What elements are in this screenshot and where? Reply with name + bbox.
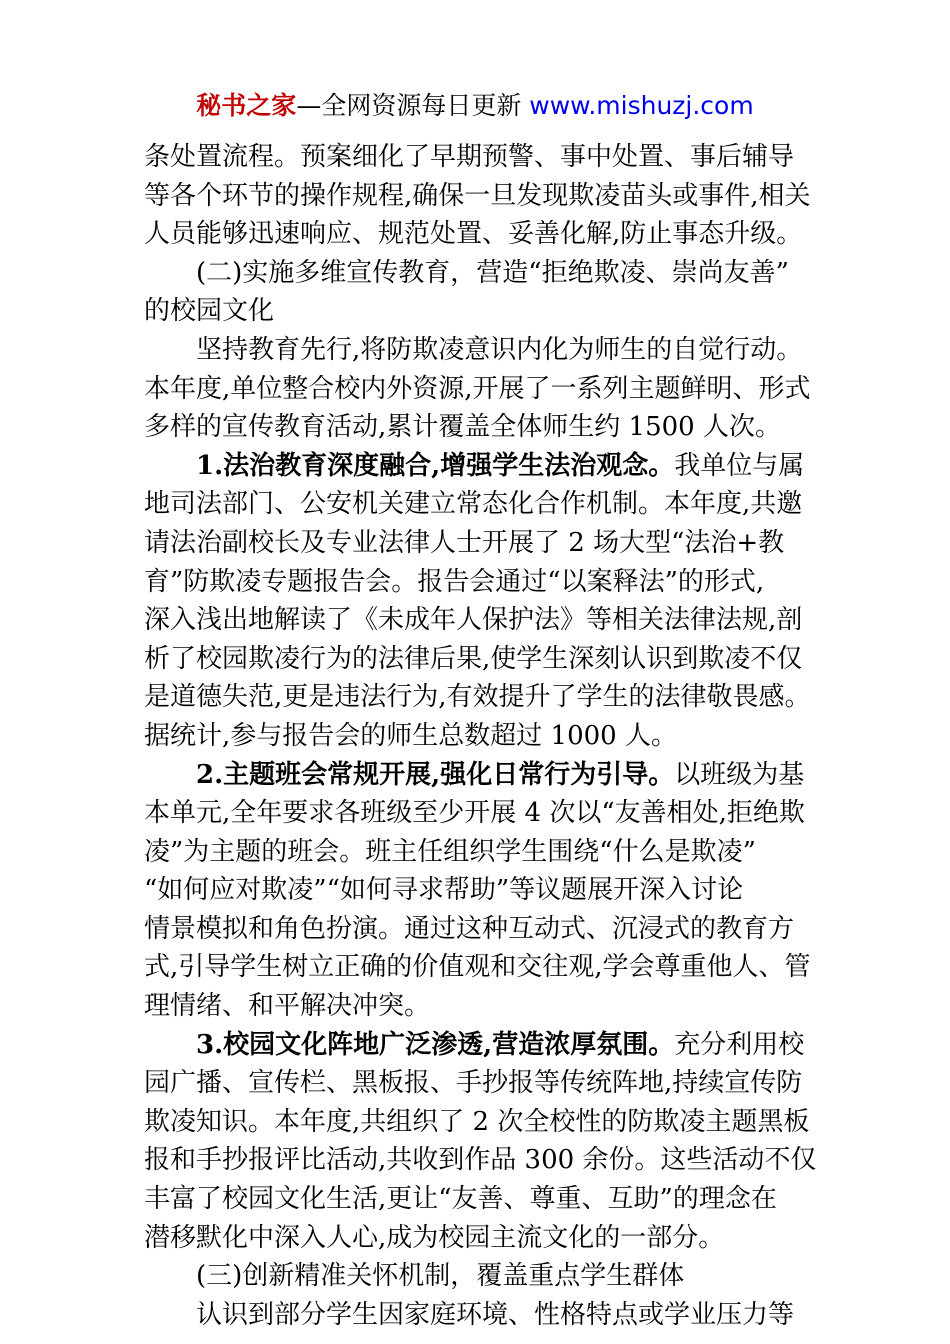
text-line: [144, 563, 806, 602]
text-line: [144, 331, 806, 370]
text-line: [144, 640, 806, 679]
line-text: 情景模拟和角色扮演。通过这种互动式、沉浸式的教育方: [144, 913, 795, 944]
text-line: [144, 370, 811, 409]
line-text: 认识到部分学生因家庭环境、性格特点或学业压力等: [196, 1299, 795, 1330]
line-text: 我单位与属: [674, 450, 805, 481]
site-brand: 秘书之家: [196, 91, 297, 120]
text-line: [144, 794, 806, 833]
text-line: [144, 678, 811, 717]
line-text: 的校园文化: [144, 296, 275, 327]
text-line: [144, 871, 806, 910]
text-line: [144, 1219, 806, 1258]
site-url-link[interactable]: www.mishuzj.com: [529, 91, 754, 120]
line-text: 地司法部门、公安机关建立常态化合作机制。本年度,共邀: [144, 489, 803, 520]
text-line: [144, 948, 811, 987]
bold-heading: 1.法治教育深度融合,增强学生法治观念。: [196, 450, 675, 481]
text-line: [144, 254, 806, 293]
site-header: [0, 88, 950, 124]
line-text: 本单元,全年要求各班级至少开展 4 次以“友善相处,拒绝欺: [144, 798, 805, 829]
text-line: [144, 833, 806, 872]
line-text: 析了校园欺凌行为的法律后果,使学生深刻认识到欺凌不仅: [144, 643, 803, 674]
line-text: 据统计,参与报告会的师生总数超过 1000 人。: [144, 720, 677, 751]
line-text: 报和手抄报评比活动,共收到作品 300 余份。这些活动不仅: [144, 1145, 817, 1176]
text-line: [144, 1257, 806, 1296]
text-line: [144, 1296, 806, 1335]
line-text: 理情绪、和平解决冲突。: [144, 991, 431, 1022]
text-line: [144, 910, 806, 949]
line-text: 欺凌知识。本年度,共组织了 2 次全校性的防欺凌主题黑板: [144, 1106, 810, 1137]
line-text: 深入浅出地解读了《未成年人保护法》等相关法律法规,剖: [144, 605, 803, 636]
text-line: [144, 756, 806, 795]
text-line: [144, 601, 806, 640]
line-text: 育”防欺凌专题报告会。报告会通过“以案释法”的形式,: [144, 566, 765, 597]
text-line: [144, 408, 806, 447]
line-text: 潜移默化中深入人心,成为校园主流文化的一部分。: [144, 1222, 725, 1253]
text-line: [144, 1141, 817, 1180]
line-text: 条处置流程。预案细化了早期预警、事中处置、事后辅导: [144, 142, 795, 172]
line-text: (三)创新精准关怀机制，覆盖重点学生群体: [196, 1261, 685, 1292]
text-line: [144, 292, 806, 331]
bold-heading: 2.主题班会常规开展,强化日常行为引导。: [196, 759, 675, 790]
document-body: [144, 138, 817, 1334]
line-text: 坚持教育先行,将防欺凌意识内化为师生的自觉行动。: [196, 334, 803, 365]
line-text: 多样的宣传教育活动,累计覆盖全体师生约 1500 人次。: [144, 412, 781, 443]
text-line: [144, 717, 806, 756]
text-line: [144, 447, 806, 486]
site-tagline: —全网资源每日更新: [296, 91, 522, 120]
line-text: 充分利用校: [674, 1029, 805, 1060]
line-text: (二)实施多维宣传教育，营造“拒绝欺凌、崇尚友善”: [196, 257, 789, 288]
line-text: “如何应对欺凌”“如何寻求帮助”等议题展开深入讨论: [144, 875, 744, 906]
line-text: 是道德失范,更是违法行为,有效提升了学生的法律敬畏感。: [144, 682, 811, 713]
text-line: [144, 485, 806, 524]
line-text: 本年度,单位整合校内外资源,开展了一系列主题鲜明、形式: [144, 373, 811, 404]
text-line: [144, 1103, 810, 1142]
text-line: [144, 987, 806, 1026]
text-line: [144, 1026, 806, 1065]
line-text: 丰富了校园文化生活,更让“友善、尊重、互助”的理念在: [144, 1184, 777, 1215]
line-text: 以班级为基: [674, 759, 805, 790]
bold-heading: 3.校园文化阵地广泛渗透,营造浓厚氛围。: [196, 1029, 675, 1060]
line-text: 人员能够迅速响应、规范处置、妥善化解,防止事态升级。: [144, 219, 803, 250]
line-text: 等各个环节的操作规程,确保一旦发现欺凌苗头或事件,相关: [144, 180, 811, 211]
line-text: 请法治副校长及专业法律人士开展了 2 场大型“法治+教: [144, 527, 785, 558]
text-line: [144, 1064, 806, 1103]
text-line: [144, 138, 806, 177]
text-line: [144, 215, 806, 254]
line-text: 凌”为主题的班会。班主任组织学生围绕“什么是欺凌”: [144, 836, 756, 867]
line-text: 式,引导学生树立正确的价值观和交往观,学会尊重他人、管: [144, 952, 811, 983]
text-line: [144, 177, 811, 216]
text-line: [144, 524, 806, 563]
text-line: [144, 1180, 806, 1219]
line-text: 园广播、宣传栏、黑板报、手抄报等传统阵地,持续宣传防: [144, 1068, 803, 1099]
